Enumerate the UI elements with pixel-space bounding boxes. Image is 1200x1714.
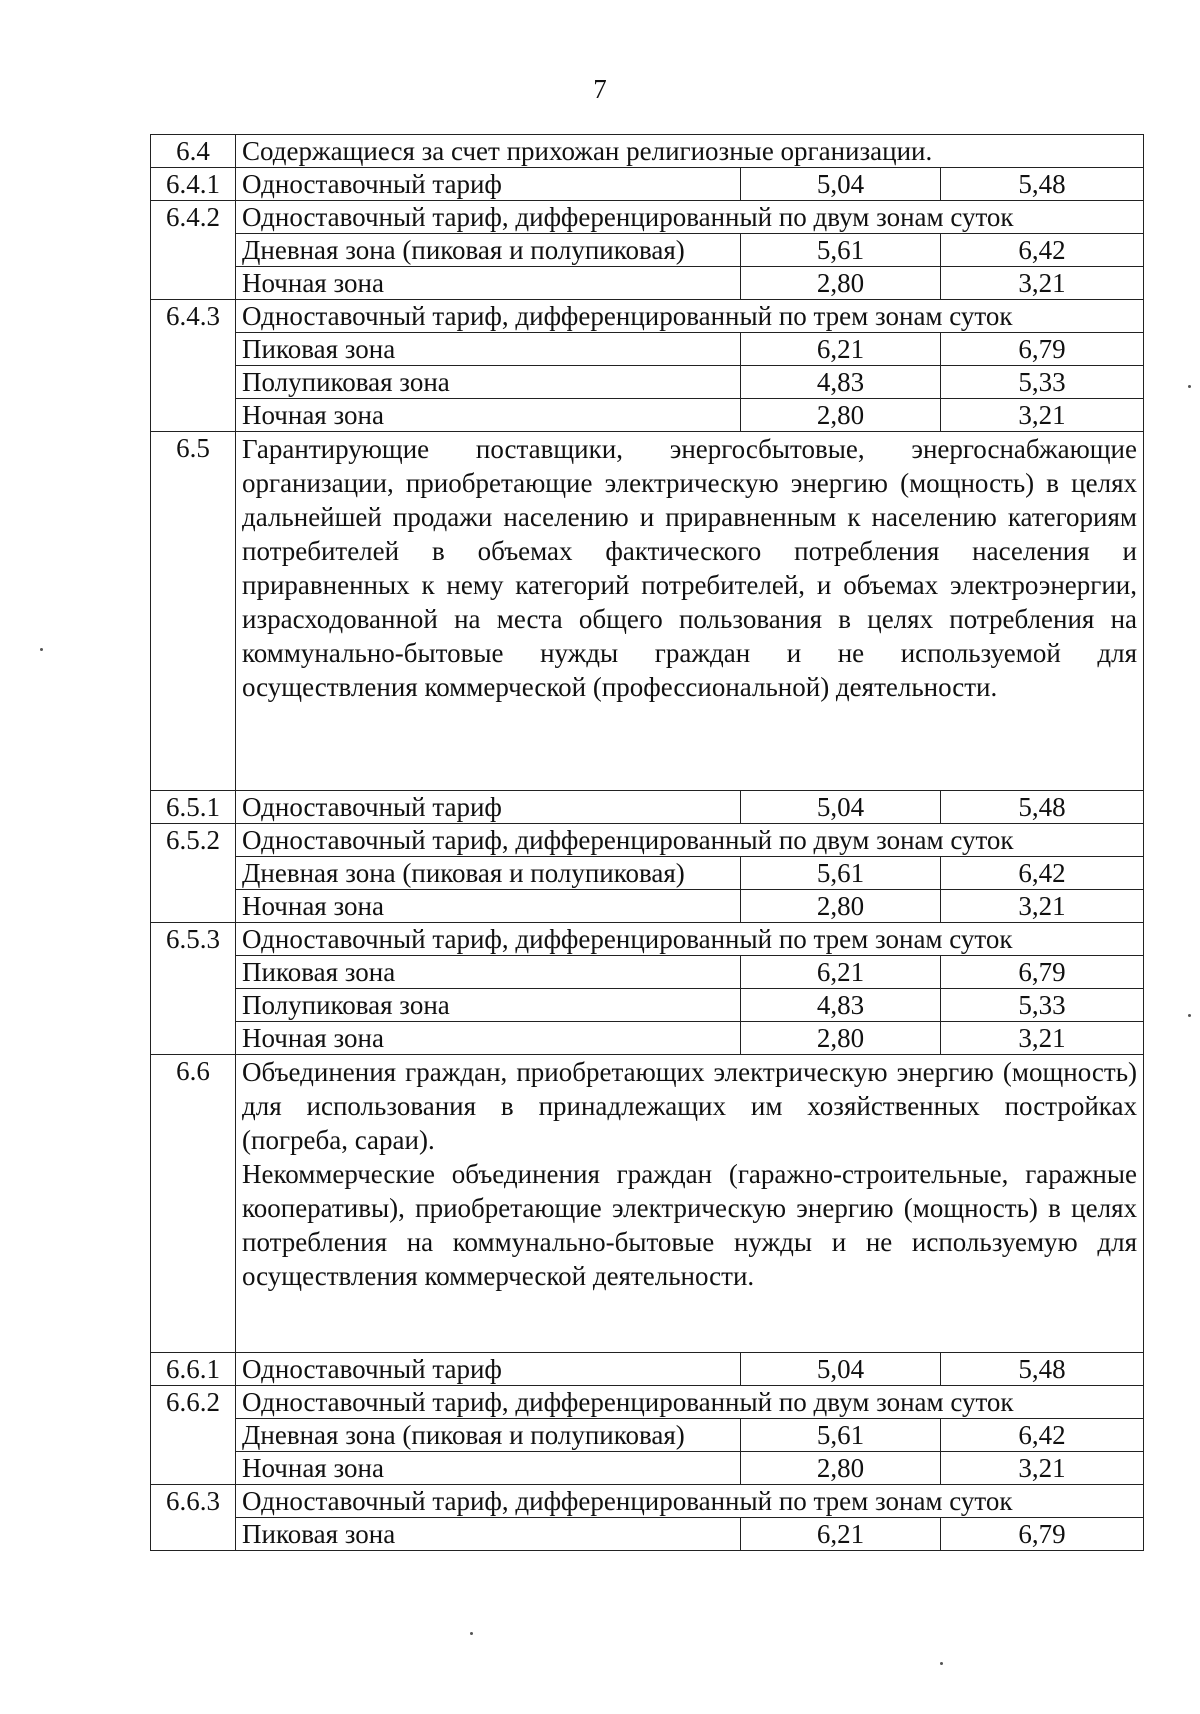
tariff-value-first: 2,80 (741, 399, 941, 432)
section-heading: Одноставочный тариф, дифференцированный по двум зонам суток (236, 201, 1144, 234)
row-number (151, 333, 236, 366)
scan-speck (1188, 1014, 1191, 1017)
table-row (151, 333, 1144, 366)
tariff-value-second: 6,42 (941, 1419, 1144, 1452)
row-number: 6.6.3 (151, 1485, 236, 1518)
table-row (151, 989, 1144, 1022)
tariff-value-first: 6,21 (741, 956, 941, 989)
tariff-label: Ночная зона (236, 399, 741, 432)
row-number: 6.6 (151, 1055, 236, 1353)
tariff-label: Одноставочный тариф (236, 1353, 741, 1386)
tariff-label: Дневная зона (пиковая и полупиковая) (236, 857, 741, 890)
tariff-value-second: 5,33 (941, 989, 1144, 1022)
tariff-value-second: 3,21 (941, 890, 1144, 923)
scan-speck (40, 648, 43, 651)
section-heading: Содержащиеся за счет прихожан религиозные организации. (236, 135, 1144, 168)
tariff-value-second: 5,48 (941, 1353, 1144, 1386)
category-description: Гарантирующие поставщики, энергосбытовые, энергоснабжающие организации, приобретающие электрическую энергию (мощность) в целях дальнейшей продажи населению и приравненным к населению категориям потребителей в объемах фактического потребления населения и приравненных к нему категорий потребителей, и объемах электроэнергии, израсходованной на места общего пользования в целях потребления на коммунально-бытовые нужды граждан и не используемой для осуществления коммерческой (профессиональной) деятельности. (236, 432, 1144, 791)
table-row (151, 1353, 1144, 1386)
tariff-value-first: 5,61 (741, 234, 941, 267)
page-number: 7 (593, 74, 607, 104)
tariff-label: Пиковая зона (236, 1518, 741, 1551)
tariff-value-second: 3,21 (941, 1452, 1144, 1485)
table-row (151, 300, 1144, 333)
tariff-value-second: 5,33 (941, 366, 1144, 399)
row-number: 6.6.2 (151, 1386, 236, 1419)
row-number: 6.4.2 (151, 201, 236, 234)
tariff-value-second: 5,48 (941, 168, 1144, 201)
table-row (151, 1022, 1144, 1055)
table-row (151, 1055, 1144, 1353)
tariff-value-first: 5,61 (741, 1419, 941, 1452)
row-number: 6.5 (151, 432, 236, 791)
tariff-label: Дневная зона (пиковая и полупиковая) (236, 1419, 741, 1452)
row-number: 6.4.3 (151, 300, 236, 333)
tariff-value-first: 4,83 (741, 989, 941, 1022)
tariff-value-second: 3,21 (941, 399, 1144, 432)
tariff-value-second: 3,21 (941, 1022, 1144, 1055)
tariff-label: Одноставочный тариф (236, 791, 741, 824)
row-number (151, 989, 236, 1022)
tariff-value-first: 6,21 (741, 333, 941, 366)
row-number (151, 1419, 236, 1452)
tariff-label: Ночная зона (236, 1022, 741, 1055)
tariff-value-second: 3,21 (941, 267, 1144, 300)
row-number (151, 1452, 236, 1485)
table-row (151, 890, 1144, 923)
tariff-value-second: 6,42 (941, 857, 1144, 890)
row-number (151, 1022, 236, 1055)
table-row (151, 399, 1144, 432)
scan-speck (940, 1662, 943, 1665)
category-description: Объединения граждан, приобретающих электрическую энергию (мощность) для использования в принадлежащих им хозяйственных постройках (погреба, сараи). Некоммерческие объединения граждан (гаражно-строительные, гаражные кооперативы), приобретающие электрическую энергию (мощность) в целях потребления на коммунально-бытовые нужды и не используемую для осуществления коммерческой деятельности. (236, 1055, 1144, 1353)
tariff-value-first: 2,80 (741, 890, 941, 923)
tariff-table-body (151, 135, 1144, 1551)
tariff-value-first: 5,04 (741, 168, 941, 201)
table-row (151, 1518, 1144, 1551)
table-row (151, 432, 1144, 791)
tariff-value-second: 6,79 (941, 1518, 1144, 1551)
tariff-value-first: 2,80 (741, 267, 941, 300)
tariff-value-first: 2,80 (741, 1452, 941, 1485)
table-row (151, 1386, 1144, 1419)
table-row (151, 923, 1144, 956)
tariff-label: Пиковая зона (236, 956, 741, 989)
tariff-label: Ночная зона (236, 890, 741, 923)
table-row (151, 135, 1144, 168)
tariff-label: Одноставочный тариф (236, 168, 741, 201)
row-number (151, 399, 236, 432)
table-row (151, 857, 1144, 890)
tariff-label: Полупиковая зона (236, 989, 741, 1022)
tariff-value-first: 5,61 (741, 857, 941, 890)
tariff-value-first: 4,83 (741, 366, 941, 399)
tariff-value-first: 5,04 (741, 791, 941, 824)
row-number: 6.4 (151, 135, 236, 168)
row-number: 6.5.3 (151, 923, 236, 956)
tariff-value-first: 6,21 (741, 1518, 941, 1551)
tariff-value-second: 6,79 (941, 956, 1144, 989)
section-heading: Одноставочный тариф, дифференцированный по трем зонам суток (236, 923, 1144, 956)
tariff-table (150, 134, 1144, 1551)
scan-speck (470, 1632, 473, 1635)
row-number (151, 234, 236, 267)
scan-speck (1188, 385, 1191, 388)
table-row (151, 824, 1144, 857)
row-number: 6.5.2 (151, 824, 236, 857)
row-number: 6.4.1 (151, 168, 236, 201)
row-number (151, 366, 236, 399)
tariff-label: Дневная зона (пиковая и полупиковая) (236, 234, 741, 267)
table-row (151, 366, 1144, 399)
tariff-value-first: 2,80 (741, 1022, 941, 1055)
table-row (151, 201, 1144, 234)
row-number: 6.5.1 (151, 791, 236, 824)
tariff-value-first: 5,04 (741, 1353, 941, 1386)
table-row (151, 956, 1144, 989)
row-number (151, 1518, 236, 1551)
table-row (151, 791, 1144, 824)
tariff-value-second: 6,79 (941, 333, 1144, 366)
table-row (151, 168, 1144, 201)
section-heading: Одноставочный тариф, дифференцированный по трем зонам суток (236, 300, 1144, 333)
table-row (151, 1419, 1144, 1452)
tariff-label: Ночная зона (236, 1452, 741, 1485)
row-number (151, 890, 236, 923)
table-row (151, 1485, 1144, 1518)
tariff-label: Полупиковая зона (236, 366, 741, 399)
row-number (151, 857, 236, 890)
tariff-label: Ночная зона (236, 267, 741, 300)
row-number: 6.6.1 (151, 1353, 236, 1386)
tariff-value-second: 5,48 (941, 791, 1144, 824)
tariff-label: Пиковая зона (236, 333, 741, 366)
table-row (151, 234, 1144, 267)
tariff-value-second: 6,42 (941, 234, 1144, 267)
section-heading: Одноставочный тариф, дифференцированный по двум зонам суток (236, 824, 1144, 857)
row-number (151, 956, 236, 989)
table-row (151, 267, 1144, 300)
section-heading: Одноставочный тариф, дифференцированный по двум зонам суток (236, 1386, 1144, 1419)
section-heading: Одноставочный тариф, дифференцированный по трем зонам суток (236, 1485, 1144, 1518)
row-number (151, 267, 236, 300)
table-row (151, 1452, 1144, 1485)
